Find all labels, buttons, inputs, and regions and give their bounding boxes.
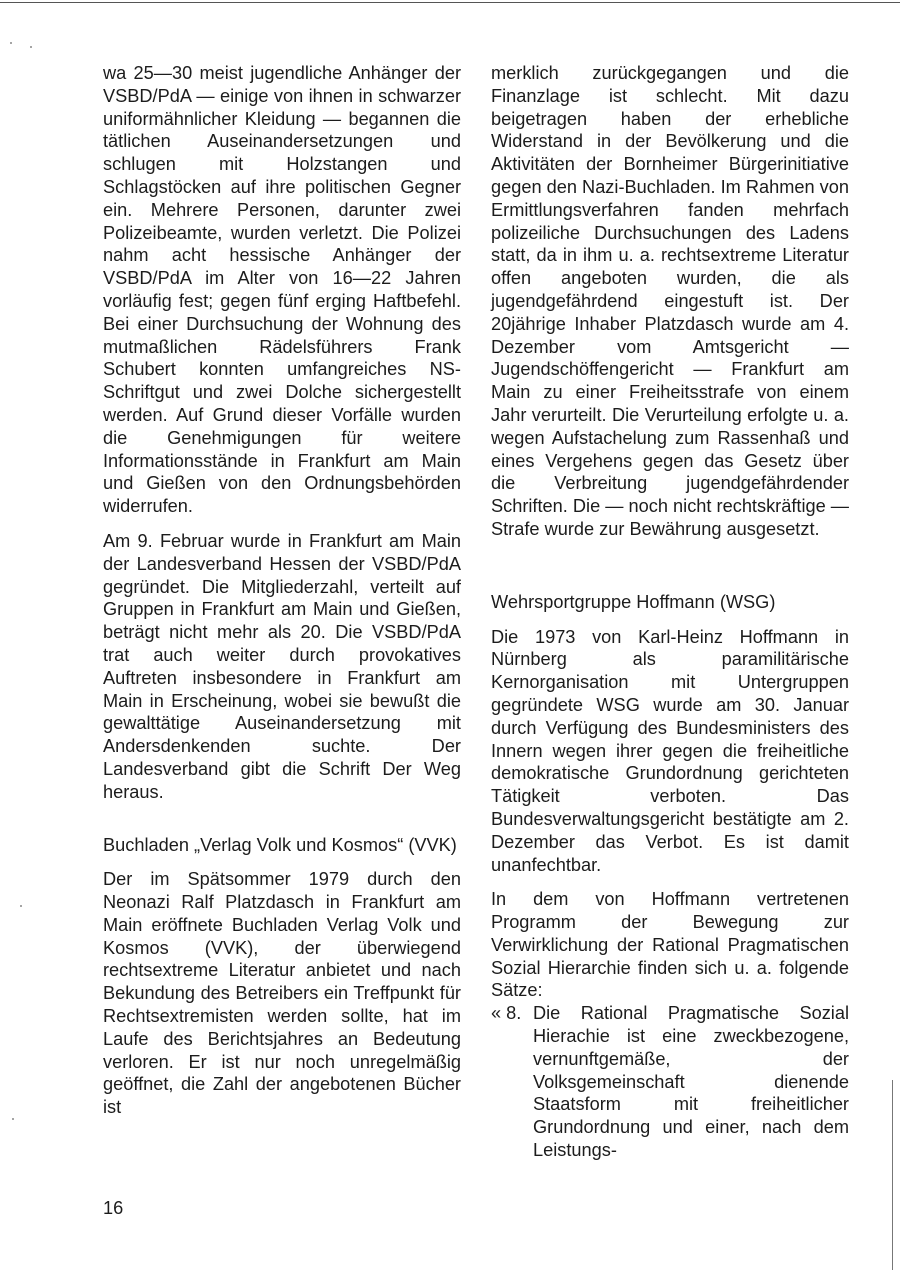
scan-speck xyxy=(10,42,12,44)
page-number: 16 xyxy=(103,1198,124,1218)
left-column xyxy=(103,62,461,1119)
section-heading-vvk: Buchladen „Verlag Volk und Kosmos“ (VVK) xyxy=(103,834,457,855)
quote-text: Die Rational Pragmatische Sozial Hierachie ist eine zweckbezogene, vernunftgemäße, der Volksgemeinschaft dienende Staatsform mit freiheitlicher Grundordnung und einer, nach dem Leistungs- xyxy=(533,1003,849,1161)
left-paragraph-3: Der im Spätsommer 1979 durch den Neonazi Ralf Platzdasch in Frankfurt am Main eröffnete Buchladen Verlag Volk und Kosmos (VVK), der überwiegend rechtsextreme Literatur anbietet und nach Bekundung des Betreibers ein Treffpunkt für Rechtsextremisten werden sollte, hat im Laufe des Berichtsjahres an Bedeutung verloren. Er ist nur noch unregelmäßig geöffnet, die Zahl der angebotenen Bücher ist xyxy=(103,869,461,1118)
scan-right-edge xyxy=(892,1080,893,1270)
scan-speck xyxy=(30,46,32,48)
program-quote xyxy=(491,1002,849,1162)
page-top-border xyxy=(0,2,900,3)
right-paragraph-3: In dem von Hoffmann vertretenen Programm der Bewegung zur Verwirklichung der Rational Pragmatischen Sozial Hierarchie finden sich u. a. folgende Sätze: xyxy=(491,889,849,1001)
section-heading-wsg: Wehrsportgruppe Hoffmann (WSG) xyxy=(491,591,776,612)
right-paragraph-1: merklich zurückgegangen und die Finanzlage ist schlecht. Mit dazu beigetragen haben der erhebliche Widerstand in der Bevölkerung und die Aktivitäten der Bornheimer Bürgerinitiative gegen den Nazi-Buchladen. Im Rahmen von Ermittlungsverfahren fanden mehrfach polizeiliche Durchsuchungen des Ladens statt, da in ihm u. a. rechtsextreme Literatur offen angeboten wurden, die als jugendgefährdend eingestuft ist. Der 20jährige Inhaber Platzdasch wurde am 4. Dezember vom Amtsgericht — Jugendschöffengericht — Frankfurt am Main zu einer Freiheitsstrafe von einem Jahr verurteilt. Die Verurteilung erfolgte u. a. wegen Aufstachelung zum Rassenhaß und eines Vergehens gegen das Gesetz über die Verbreitung jugendgefährdender Schriften. Die — noch nicht rechtskräftige — Strafe wurde zur Bewährung ausgesetzt. xyxy=(491,63,849,539)
left-paragraph-2: Am 9. Februar wurde in Frankfurt am Main der Landesverband Hessen der VSBD/PdA gegründet. Die Mitgliederzahl, verteilt auf Gruppen in Frankfurt am Main und Gießen, beträgt nicht mehr als 20. Die VSBD/PdA trat auch weiter durch provokatives Auftreten insbesondere in Frankfurt am Main in Erscheinung, wobei sie bewußt die gewalttätige Auseinandersetzung mit Andersdenkenden suchte. Der Landesverband gibt die Schrift Der Weg heraus. xyxy=(103,530,461,802)
right-column xyxy=(491,62,849,1162)
scan-speck xyxy=(20,905,22,907)
quote-number: « 8. xyxy=(491,1003,522,1024)
left-paragraph-1: wa 25—30 meist jugendliche Anhänger der VSBD/PdA — einige von ihnen in schwarzer uniformähnlicher Kleidung — begannen die tätlichen Auseinandersetzungen und schlugen mit Holzstangen und Schlagstöcken auf ihre politischen Gegner ein. Mehrere Personen, darunter zwei Polizeibeamte, wurden verletzt. Die Polizei nahm acht hessische Anhänger der VSBD/PdA im Alter von 16—22 Jahren vorläufig fest; gegen fünf erging Haftbefehl. Bei einer Durchsuchung der Wohnung des mutmaßlichen Rädelsführers Frank Schubert konnten umfangreiches NS-Schriftgut und zwei Dolche sichergestellt werden. Auf Grund dieser Vorfälle wurden die Genehmigungen für weitere Informationsstände in Frankfurt am Main und Gießen von den Ordnungsbehörden widerrufen. xyxy=(103,63,461,517)
right-paragraph-2: Die 1973 von Karl-Heinz Hoffmann in Nürnberg als paramilitärische Kernorganisation mit Untergruppen gegründete WSG wurde am 30. Januar durch Verfügung des Bundesministers des Innern wegen ihrer gegen die freiheitliche demokratische Grundordnung gerichteten Tätigkeit verboten. Das Bundesverwaltungsgericht bestätigte am 2. Dezember das Verbot. Es ist damit unanfechtbar. xyxy=(491,626,849,875)
scan-speck xyxy=(12,1118,14,1120)
